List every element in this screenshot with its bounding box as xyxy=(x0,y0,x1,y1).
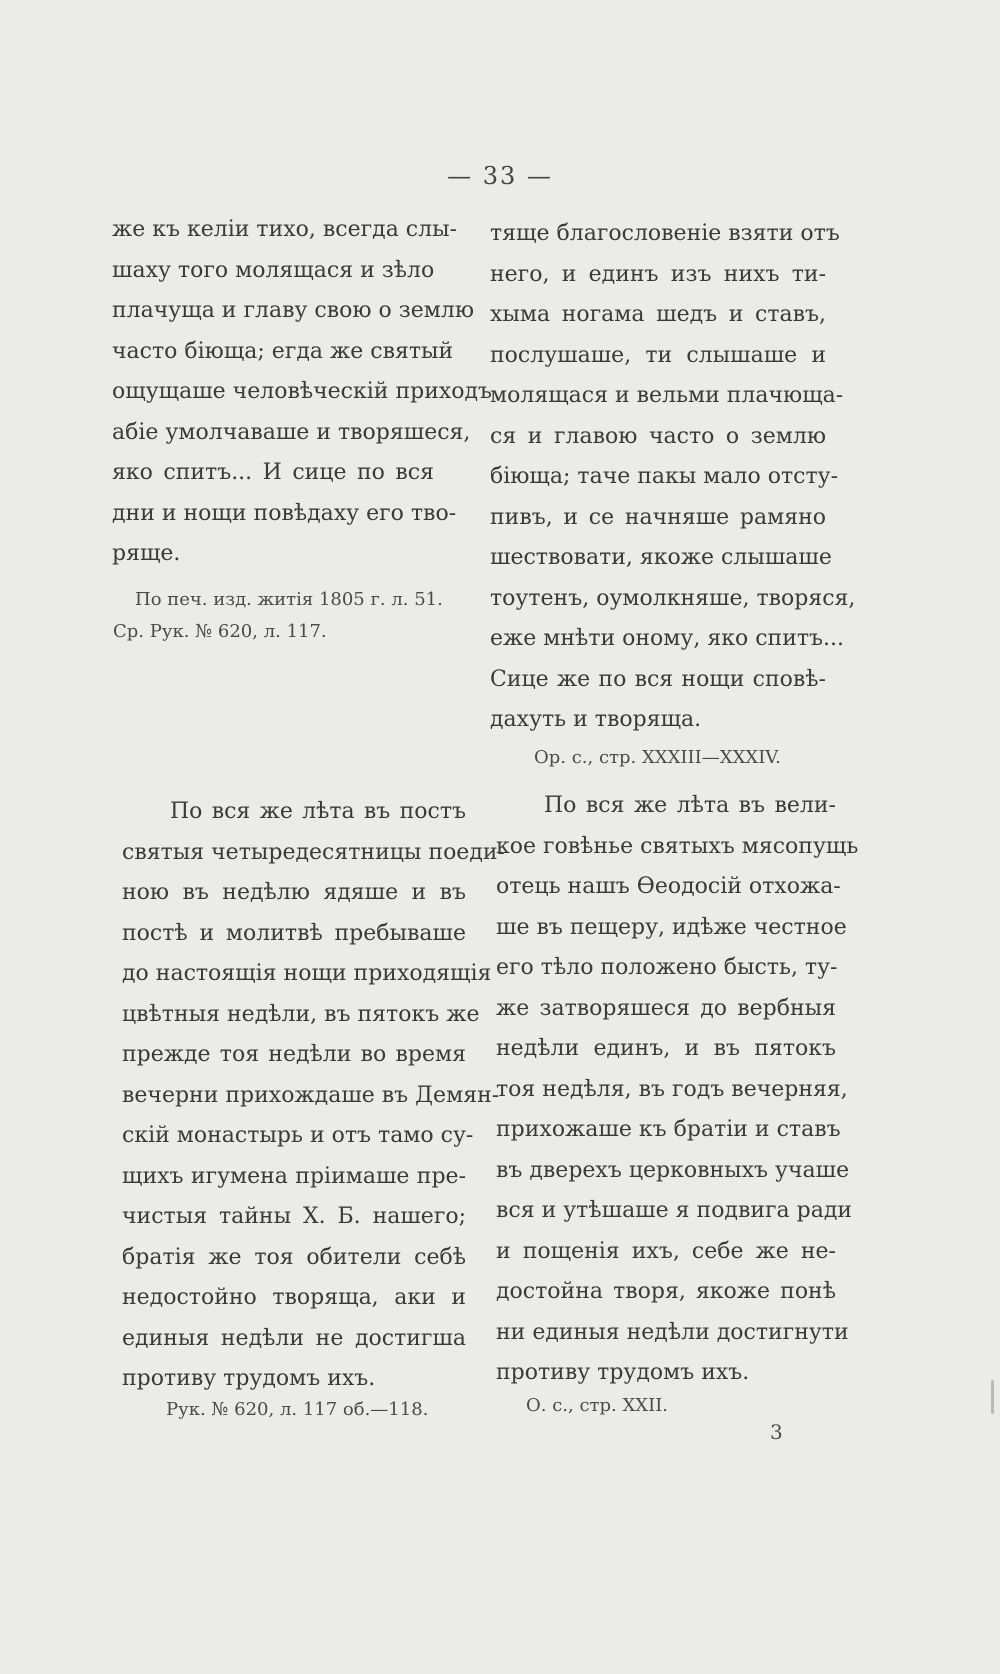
text-line: плачуща и главу свою о землю xyxy=(112,298,475,323)
text-line: святыя четыредесятницы поеди- xyxy=(122,839,505,865)
text-line: ни единыя недѣли достигнути xyxy=(496,1319,849,1345)
text-line: до настоящія нощи приходящія xyxy=(122,961,492,986)
citation-line: Ср. Рук. № 620, л. 117. xyxy=(113,621,327,642)
text-line: прихожаше къ братіи и ставъ xyxy=(496,1117,841,1142)
left-bottom-passage xyxy=(122,792,505,1400)
text-line: недѣли единъ, и въ пятокъ xyxy=(496,1036,836,1061)
text-line: еже мнѣти оному, яко спитъ... xyxy=(490,626,844,651)
right-bottom-passage xyxy=(496,786,859,1394)
left-top-passage xyxy=(112,210,493,575)
text-line: Сице же по вся нощи сповѣ- xyxy=(490,666,826,692)
text-line: тоутенъ, оумолкняше, творяся, xyxy=(490,585,856,611)
text-line: часто біюща; егда же святый xyxy=(112,338,454,364)
text-line: ше въ пещеру, идѣже честное xyxy=(496,914,847,940)
text-line: щихъ игумена пріимаше пре- xyxy=(122,1163,466,1189)
text-line: вечерни прихождаше въ Демян- xyxy=(122,1082,500,1108)
text-line: же къ келіи тихо, всегда слы- xyxy=(112,217,458,242)
text-line: молящася и вельми плачюща- xyxy=(490,383,844,408)
text-line: ощущаше человѣческій приходъ xyxy=(112,379,493,404)
text-line: скій монастырь и отъ тамо су- xyxy=(122,1123,474,1148)
text-line: тяще благословеніе взяти отъ xyxy=(490,221,840,246)
text-line: хыма ногама шедъ и ставъ, xyxy=(490,302,826,327)
scan-artifact xyxy=(991,1380,994,1414)
text-line: братія же тоя обители себѣ xyxy=(122,1244,466,1270)
text-line: его тѣло положено бысть, ту- xyxy=(496,955,838,980)
source-citation xyxy=(113,584,443,648)
text-line: противу трудомъ ихъ. xyxy=(122,1366,376,1391)
text-line: недостойно творяща, аки и xyxy=(122,1285,466,1310)
text-line: дахуть и творяща. xyxy=(490,707,702,732)
text-line: ся и главою часто о землю xyxy=(490,423,826,449)
text-line: прежде тоя недѣли во время xyxy=(122,1042,466,1067)
text-line: послушаше, ти слышаше и xyxy=(490,342,826,368)
citation-line: О. с., стр. XXII. xyxy=(526,1395,669,1416)
text-line: чистыя тайны Х. Б. нашего; xyxy=(122,1204,466,1229)
text-line: ряще. xyxy=(112,541,181,566)
right-top-passage xyxy=(490,214,856,741)
text-line: отець нашъ Ѳеодосій отхожа- xyxy=(496,874,841,899)
source-citation xyxy=(526,1390,668,1422)
text-line: абіе умолчаваше и творяшеся, xyxy=(112,419,471,445)
text-line: противу трудомъ ихъ. xyxy=(496,1360,750,1385)
text-line: пивъ, и се начняше рамяно xyxy=(490,504,826,530)
text-line: кое говѣнье святыхъ мясопущь xyxy=(496,833,859,859)
text-line: цвѣтныя недѣли, въ пятокъ же xyxy=(122,1001,480,1027)
source-citation xyxy=(534,742,781,774)
text-line: По вся же лѣта въ вели- xyxy=(544,793,836,818)
signature-mark: 3 xyxy=(770,1420,783,1444)
page-number: — 33 — xyxy=(447,162,553,190)
text-line: яко спитъ... И сице по вся xyxy=(112,460,434,485)
text-line: же затворяшеся до вербныя xyxy=(496,995,836,1021)
text-line: и пощенія ихъ, себе же не- xyxy=(496,1238,836,1264)
text-line: единыя недѣли не достигша xyxy=(122,1325,466,1351)
citation-line: Рук. № 620, л. 117 об.—118. xyxy=(166,1399,429,1420)
text-line: біюща; таче пакы мало отсту- xyxy=(490,464,839,489)
text-line: достойна творя, якоже понѣ xyxy=(496,1279,836,1304)
text-line: въ дверехъ церковныхъ учаше xyxy=(496,1157,850,1183)
text-line: него, и единъ изъ нихъ ти- xyxy=(490,261,826,287)
text-line: тоя недѣля, въ годъ вечерняя, xyxy=(496,1076,848,1102)
text-line: шаху того молящася и зѣло xyxy=(112,257,435,283)
text-line: вся и утѣшаше я подвига ради xyxy=(496,1198,853,1223)
text-line: ною въ недѣлю ядяше и въ xyxy=(122,880,466,905)
source-citation xyxy=(166,1394,428,1426)
text-line: дни и нощи повѣдаху его тво- xyxy=(112,500,457,526)
text-line: постѣ и молитвѣ пребываше xyxy=(122,920,466,946)
citation-line: Ор. с., стр. XXXIII—XXXIV. xyxy=(534,747,781,768)
citation-line: По печ. изд. житія 1805 г. л. 51. xyxy=(135,589,443,610)
text-line: По вся же лѣта въ постъ xyxy=(170,799,466,824)
text-line: шествовати, якоже слышаше xyxy=(490,545,832,570)
